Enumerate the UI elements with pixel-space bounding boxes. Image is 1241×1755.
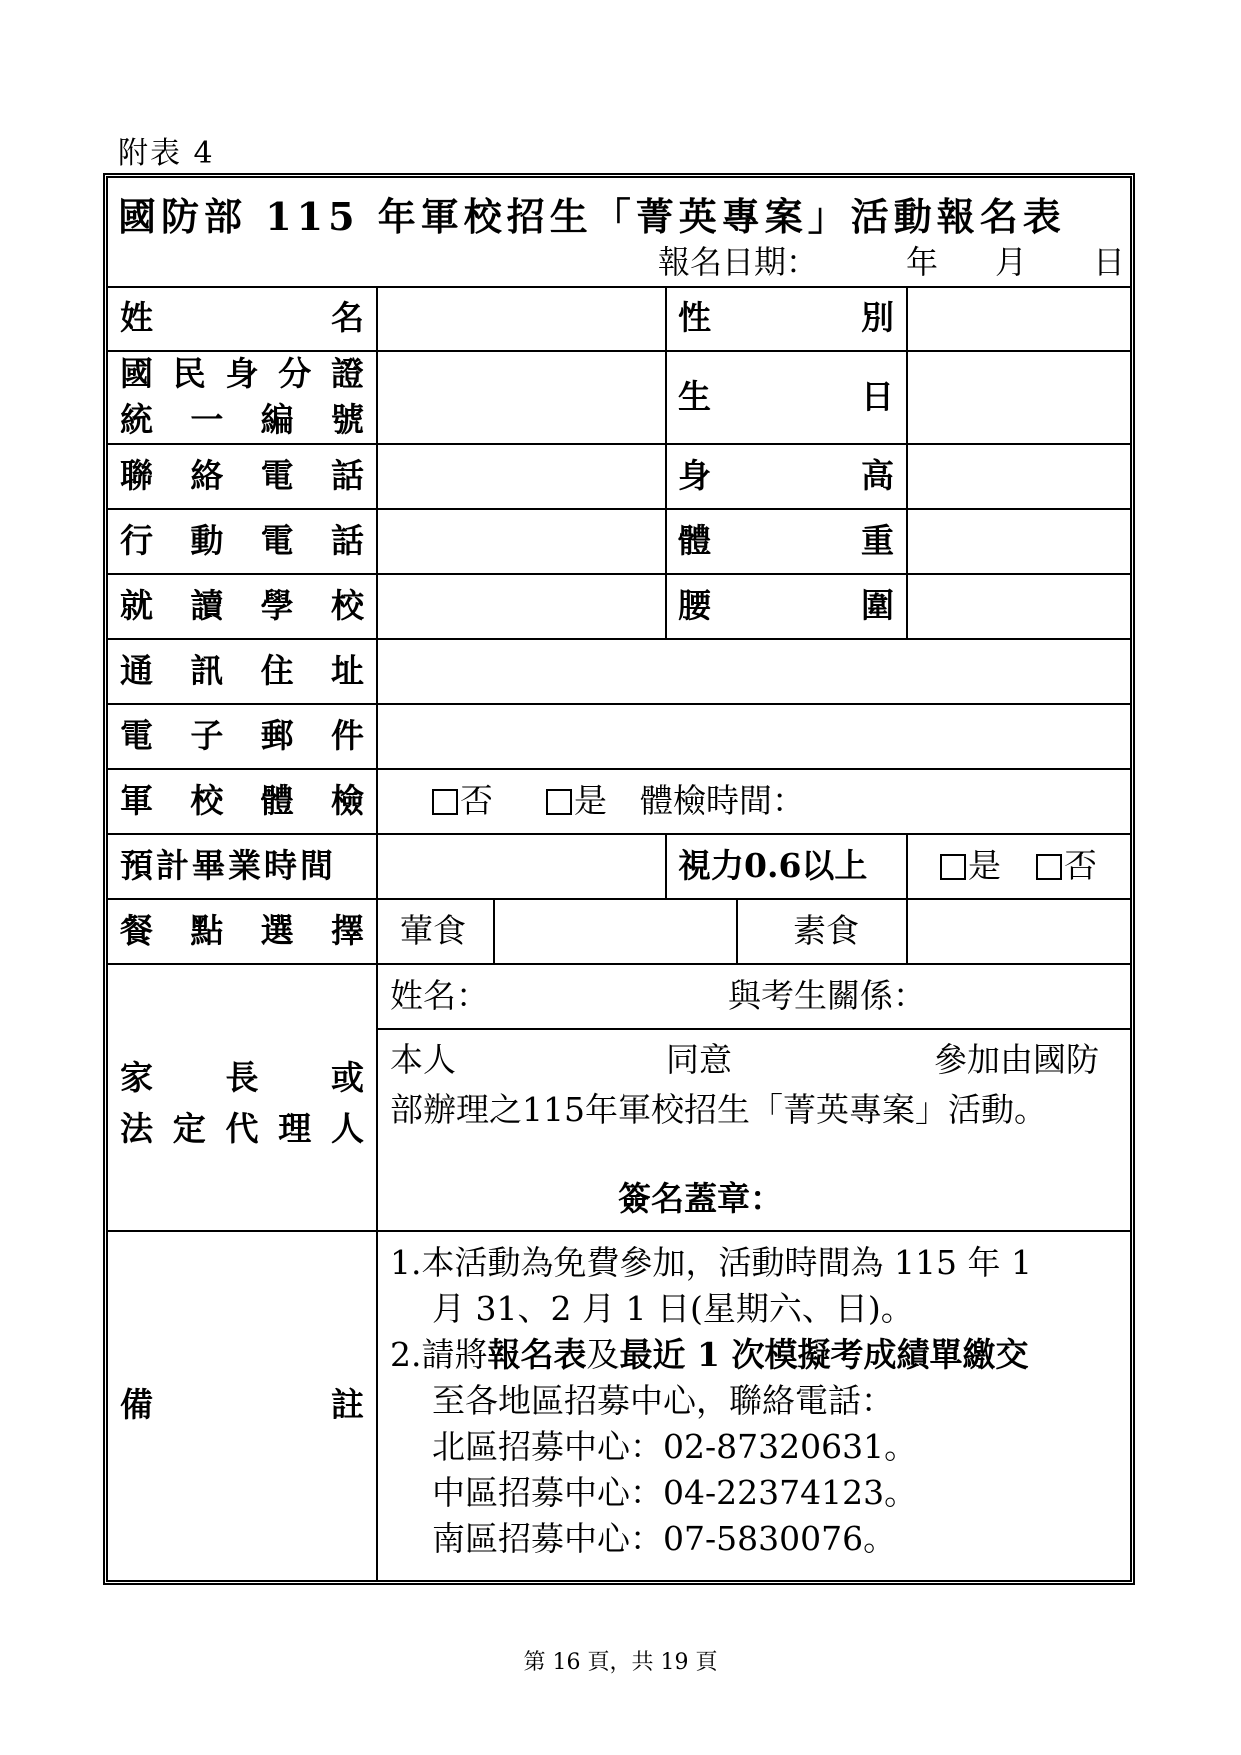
contact-north: 北區招募中心：02-87320631。 [432, 1427, 918, 1466]
note-2-line-1: 2.請將報名表及最近 1 次模擬考成績單繳交 [390, 1335, 1029, 1374]
vision-yes-checkbox[interactable] [940, 854, 966, 880]
consent-self: 本人 [390, 1040, 456, 1079]
exam-time-label: 體檢時間： [640, 781, 805, 820]
label-guardian: 家 長 或 [120, 1058, 364, 1097]
label-meal: 餐 點 選 擇 [120, 911, 364, 950]
vision-yes-option[interactable]: 是 [940, 846, 1001, 886]
row-line [108, 703, 1130, 705]
row-line [108, 898, 1130, 900]
meal-meat-label: 葷食 [400, 911, 466, 950]
label-gender: 性 別 [678, 298, 894, 337]
row-line [108, 573, 1130, 575]
label-id-number: 國 民 身 分 證 [120, 354, 364, 393]
vision-no-checkbox[interactable] [1036, 854, 1062, 880]
date-year: 年 [906, 243, 939, 281]
row-line [108, 963, 1130, 965]
consent-text: 部辦理之115年軍校招生「菁英專案」活動。 [390, 1090, 1047, 1129]
label-school: 就 讀 學 校 [120, 586, 364, 625]
guardian-name-label: 姓名： [390, 976, 489, 1015]
consent-join: 參加由國防 [934, 1040, 1099, 1079]
label-name: 姓 名 [120, 298, 364, 337]
contact-central: 中區招募中心：04-22374123。 [432, 1473, 918, 1512]
col-line [665, 833, 667, 898]
date-label: 報名日期： [658, 243, 819, 281]
row-line [108, 1230, 1130, 1232]
row-line [108, 350, 1130, 352]
exam-no-option[interactable]: 否 [432, 781, 493, 821]
col-line [376, 286, 378, 1580]
label-waist: 腰 圍 [678, 586, 894, 625]
label-address: 通 訊 住 址 [120, 651, 364, 690]
exam-no-checkbox[interactable] [432, 789, 458, 815]
date-month: 月 [995, 243, 1028, 281]
form-title: 國防部 115 年軍校招生「菁英專案」活動報名表 [118, 194, 1066, 239]
label-physical-exam: 軍 校 體 檢 [120, 781, 364, 820]
exam-yes-option[interactable]: 是 [546, 781, 607, 821]
col-line [736, 898, 738, 963]
col-line [906, 898, 908, 963]
vision-no-option[interactable]: 否 [1036, 846, 1097, 886]
label-guardian-2: 法 定 代 理 人 [120, 1109, 364, 1148]
label-email: 電 子 郵 件 [120, 716, 364, 755]
signature-label: 簽名蓋章： [618, 1179, 783, 1218]
meal-veg-label: 素食 [793, 911, 859, 950]
row-line [108, 286, 1130, 288]
label-vision: 視力0.6以上 [678, 846, 868, 885]
contact-south: 南區招募中心：07-5830076。 [432, 1519, 897, 1558]
row-line [108, 443, 1130, 445]
label-birthday: 生 日 [678, 377, 894, 416]
label-remarks: 備 註 [120, 1385, 364, 1424]
label-height: 身 高 [678, 456, 894, 495]
date-day: 日 [1093, 243, 1126, 281]
label-phone: 聯 絡 電 話 [120, 456, 364, 495]
col-line [906, 833, 908, 898]
exam-yes-checkbox[interactable] [546, 789, 572, 815]
note-1-line-1: 1.本活動為免費參加，活動時間為 115 年 1 [390, 1243, 1032, 1282]
row-line [377, 1028, 1130, 1030]
page-footer: 第 16 頁，共 19 頁 [523, 1650, 718, 1675]
col-line [906, 286, 908, 638]
row-line [108, 833, 1130, 835]
note-1-line-2: 月 31、2 月 1 日(星期六、日)。 [432, 1289, 914, 1328]
note-2-line-2: 至各地區招募中心，聯絡電話： [432, 1381, 894, 1420]
label-graduation: 預計畢業時間 [120, 846, 336, 885]
consent-agree: 同意 [666, 1040, 732, 1079]
row-line [108, 508, 1130, 510]
label-mobile: 行 動 電 話 [120, 521, 364, 560]
row-line [108, 768, 1130, 770]
col-line [493, 898, 495, 963]
col-line [665, 286, 667, 638]
guardian-relation-label: 與考生關係： [728, 976, 926, 1015]
attachment-label: 附表 4 [118, 136, 215, 171]
row-line [108, 638, 1130, 640]
label-weight: 體 重 [678, 521, 894, 560]
label-id-number-2: 統 一 編 號 [120, 400, 364, 439]
